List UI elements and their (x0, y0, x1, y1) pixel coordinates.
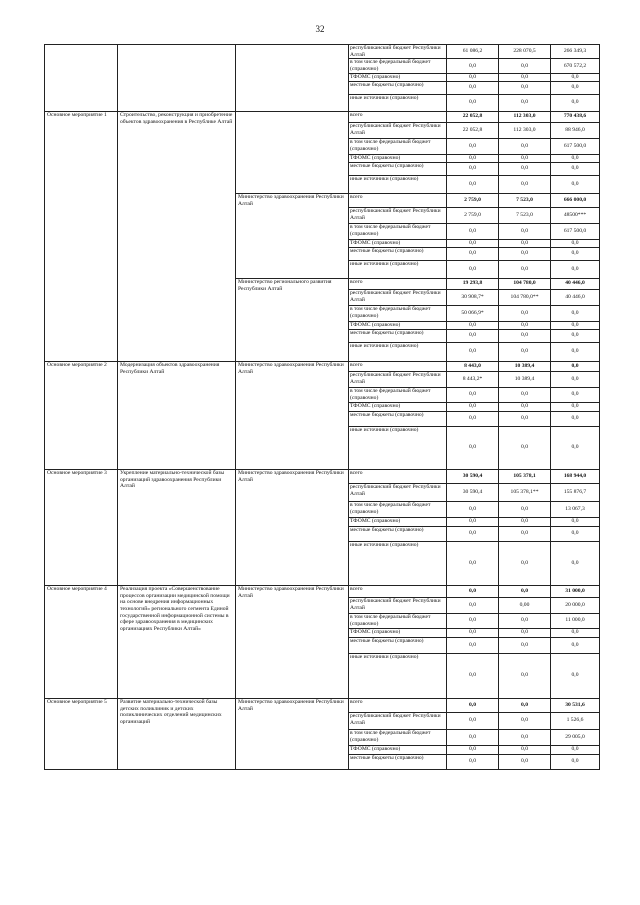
value-cell-2: 112 303,0 (499, 111, 551, 122)
value-cell-3: 0,0 (551, 342, 600, 361)
event-title-cell (118, 45, 236, 112)
value-cell-3: 266 349,3 (551, 45, 600, 59)
value-cell-2: 0,0 (499, 59, 551, 73)
event-title-cell: Укрепление материально-технической базы организаций здравоохранения Республики Алтай (118, 469, 236, 585)
funding-source-cell: республиканский бюджет Республики Алтай (349, 45, 447, 59)
value-cell-1: 8 443,2* (447, 371, 499, 387)
value-cell-1: 0,0 (447, 138, 499, 154)
value-cell-1: 2 759,0 (447, 193, 499, 207)
funding-source-cell: республиканский бюджет Республики Алтай (349, 712, 447, 729)
funding-source-cell: в том числе федеральный бюджет (справочно) (349, 138, 447, 154)
value-cell-2: 0,0 (499, 526, 551, 541)
table-row (45, 469, 600, 483)
value-cell-2: 0,0 (499, 175, 551, 193)
funding-source-cell: всего (349, 361, 447, 371)
funding-source-cell: всего (349, 469, 447, 483)
value-cell-3: 88 946,0 (551, 122, 600, 138)
value-cell-3: 0,0 (551, 745, 600, 754)
funding-source-cell: всего (349, 278, 447, 289)
value-cell-2: 228 070,5 (499, 45, 551, 59)
table-row (45, 585, 600, 597)
funding-source-cell: ТФОМС (справочно) (349, 321, 447, 329)
value-cell-3: 168 944,0 (551, 469, 600, 483)
value-cell-1: 0,0 (447, 329, 499, 342)
value-cell-1: 50 066,9* (447, 305, 499, 321)
funding-source-cell: в том числе федеральный бюджет (справочно) (349, 59, 447, 73)
table-row (45, 698, 600, 712)
value-cell-2: 0,0 (499, 247, 551, 260)
value-cell-3: 40 446,0 (551, 289, 600, 305)
event-title-cell: Развитие материально-технической базы детских поликлиник и детских поликлинических отделений медицинских организаций (118, 698, 236, 769)
value-cell-2: 0,0 (499, 260, 551, 278)
value-cell-3: 20 000,0 (551, 597, 600, 613)
budget-table (44, 44, 600, 770)
event-name-cell: Основное мероприятие 2 (45, 361, 118, 469)
value-cell-2: 105 378,1** (499, 483, 551, 501)
value-cell-2: 0,0 (499, 712, 551, 729)
value-cell-3: 0,0 (551, 637, 600, 653)
value-cell-3: 0,0 (551, 526, 600, 541)
value-cell-1: 0,0 (447, 223, 499, 239)
value-cell-3: 0,0 (551, 329, 600, 342)
value-cell-2: 105 378,1 (499, 469, 551, 483)
value-cell-3: 0,0 (551, 162, 600, 175)
value-cell-1: 2 759,0 (447, 207, 499, 223)
funding-source-cell: республиканский бюджет Республики Алтай (349, 597, 447, 613)
value-cell-1: 19 293,8 (447, 278, 499, 289)
value-cell-1: 0,0 (447, 247, 499, 260)
value-cell-2: 0,00 (499, 597, 551, 613)
value-cell-3: 617 500,0 (551, 138, 600, 154)
value-cell-2: 104 780,0 (499, 278, 551, 289)
value-cell-3: 0,0 (551, 154, 600, 162)
value-cell-2: 0,0 (499, 613, 551, 628)
funding-source-cell: местные бюджеты (справочно) (349, 526, 447, 541)
value-cell-1: 0,0 (447, 426, 499, 469)
funding-source-cell: республиканский бюджет Республики Алтай (349, 483, 447, 501)
value-cell-1: 22 052,8 (447, 111, 499, 122)
funding-source-cell: местные бюджеты (справочно) (349, 411, 447, 426)
value-cell-2: 10 389,4 (499, 371, 551, 387)
value-cell-2: 104 780,0** (499, 289, 551, 305)
value-cell-2: 0,0 (499, 637, 551, 653)
value-cell-1: 0,0 (447, 387, 499, 402)
event-title-cell: Модернизация объектов здравоохранения Республики Алтай (118, 361, 236, 469)
value-cell-1: 8 443,0 (447, 361, 499, 371)
value-cell-1: 0,0 (447, 745, 499, 754)
value-cell-3: 0,0 (551, 517, 600, 526)
funding-source-cell: в том числе федеральный бюджет (справочно) (349, 305, 447, 321)
value-cell-2: 0,0 (499, 154, 551, 162)
value-cell-3: 0,0 (551, 371, 600, 387)
value-cell-3: 0,0 (551, 541, 600, 585)
value-cell-3: 31 000,0 (551, 585, 600, 597)
value-cell-1: 0,0 (447, 628, 499, 637)
value-cell-1: 0,0 (447, 411, 499, 426)
value-cell-3: 0,0 (551, 402, 600, 411)
value-cell-1: 22 052,8 (447, 122, 499, 138)
table-row (45, 361, 600, 371)
funding-source-cell: республиканский бюджет Республики Алтай (349, 122, 447, 138)
funding-source-cell: в том числе федеральный бюджет (справочно) (349, 501, 447, 517)
page-number: 32 (315, 24, 325, 34)
funding-source-cell: республиканский бюджет Республики Алтай (349, 289, 447, 305)
event-name-cell: Основное мероприятие 5 (45, 698, 118, 769)
value-cell-2: 0,0 (499, 387, 551, 402)
value-cell-1: 0,0 (447, 712, 499, 729)
executor-cell (236, 45, 349, 112)
value-cell-1: 0,0 (447, 59, 499, 73)
value-cell-2: 7 523,0 (499, 193, 551, 207)
value-cell-3: 0,0 (551, 247, 600, 260)
funding-source-cell: местные бюджеты (справочно) (349, 162, 447, 175)
value-cell-2: 0,0 (499, 628, 551, 637)
value-cell-2: 0,0 (499, 342, 551, 361)
funding-source-cell: иные источники (справочно) (349, 175, 447, 193)
funding-source-cell: всего (349, 111, 447, 122)
value-cell-2: 0,0 (499, 138, 551, 154)
funding-source-cell: ТФОМС (справочно) (349, 402, 447, 411)
value-cell-3: 48500*** (551, 207, 600, 223)
funding-source-cell: местные бюджеты (справочно) (349, 247, 447, 260)
value-cell-3: 0,0 (551, 239, 600, 247)
value-cell-2: 0,0 (499, 73, 551, 81)
value-cell-1: 0,0 (447, 585, 499, 597)
executor-cell: Министерство регионального развития Республики Алтай (236, 278, 349, 361)
value-cell-1: 0,0 (447, 239, 499, 247)
value-cell-2: 0,0 (499, 223, 551, 239)
value-cell-3: 0,0 (551, 754, 600, 769)
value-cell-2: 0,0 (499, 94, 551, 111)
value-cell-2: 0,0 (499, 698, 551, 712)
event-name-cell (45, 45, 118, 112)
executor-cell: Министерство здравоохранения Республики Алтай (236, 585, 349, 698)
funding-source-cell: ТФОМС (справочно) (349, 628, 447, 637)
value-cell-3: 617 500,0 (551, 223, 600, 239)
value-cell-2: 0,0 (499, 426, 551, 469)
funding-source-cell: ТФОМС (справочно) (349, 517, 447, 526)
value-cell-1: 0,0 (447, 517, 499, 526)
table-row (45, 111, 600, 122)
funding-source-cell: ТФОМС (справочно) (349, 73, 447, 81)
value-cell-1: 0,0 (447, 754, 499, 769)
value-cell-1: 0,0 (447, 541, 499, 585)
value-cell-1: 0,0 (447, 729, 499, 745)
funding-source-cell: ТФОМС (справочно) (349, 745, 447, 754)
value-cell-1: 0,0 (447, 526, 499, 541)
value-cell-2: 0,0 (499, 754, 551, 769)
value-cell-2: 0,0 (499, 745, 551, 754)
value-cell-2: 112 303,0 (499, 122, 551, 138)
value-cell-2: 0,0 (499, 402, 551, 411)
value-cell-1: 0,0 (447, 613, 499, 628)
value-cell-1: 0,0 (447, 501, 499, 517)
executor-cell (236, 111, 349, 193)
value-cell-2: 0,0 (499, 162, 551, 175)
funding-source-cell: иные источники (справочно) (349, 260, 447, 278)
value-cell-1: 0,0 (447, 73, 499, 81)
event-title-cell: Строительство, реконструкция и приобретение объектов здравоохранения в Республике Алтай (118, 111, 236, 361)
value-cell-3: 0,0 (551, 305, 600, 321)
event-name-cell: Основное мероприятие 1 (45, 111, 118, 361)
funding-source-cell: всего (349, 698, 447, 712)
funding-source-cell: местные бюджеты (справочно) (349, 81, 447, 94)
value-cell-2: 7 523,0 (499, 207, 551, 223)
funding-source-cell: ТФОМС (справочно) (349, 154, 447, 162)
value-cell-2: 10 389,4 (499, 361, 551, 371)
value-cell-3: 40 446,0 (551, 278, 600, 289)
value-cell-2: 0,0 (499, 501, 551, 517)
value-cell-1: 0,0 (447, 94, 499, 111)
value-cell-1: 30 590,4 (447, 483, 499, 501)
value-cell-3: 29 005,0 (551, 729, 600, 745)
value-cell-2: 0,0 (499, 305, 551, 321)
value-cell-1: 0,0 (447, 402, 499, 411)
funding-source-cell: в том числе федеральный бюджет (справочно) (349, 729, 447, 745)
funding-source-cell: местные бюджеты (справочно) (349, 754, 447, 769)
value-cell-3: 0,0 (551, 361, 600, 371)
value-cell-3: 0,0 (551, 260, 600, 278)
funding-source-cell: иные источники (справочно) (349, 94, 447, 111)
funding-source-cell: всего (349, 585, 447, 597)
value-cell-3: 0,0 (551, 411, 600, 426)
value-cell-2: 0,0 (499, 321, 551, 329)
funding-source-cell: ТФОМС (справочно) (349, 239, 447, 247)
value-cell-3: 30 531,6 (551, 698, 600, 712)
value-cell-2: 0,0 (499, 329, 551, 342)
value-cell-1: 0,0 (447, 342, 499, 361)
value-cell-1: 0,0 (447, 154, 499, 162)
value-cell-2: 0,0 (499, 411, 551, 426)
funding-source-cell: всего (349, 193, 447, 207)
value-cell-3: 1 526,6 (551, 712, 600, 729)
value-cell-3: 770 438,6 (551, 111, 600, 122)
value-cell-1: 30 590,4 (447, 469, 499, 483)
value-cell-1: 0,0 (447, 260, 499, 278)
executor-cell: Министерство здравоохранения Республики Алтай (236, 361, 349, 469)
executor-cell: Министерство здравоохранения Республики Алтай (236, 698, 349, 769)
funding-source-cell: в том числе федеральный бюджет (справочно) (349, 223, 447, 239)
value-cell-1: 61 086,2 (447, 45, 499, 59)
executor-cell: Министерство здравоохранения Республики Алтай (236, 193, 349, 278)
value-cell-2: 0,0 (499, 517, 551, 526)
funding-source-cell: республиканский бюджет Республики Алтай (349, 371, 447, 387)
value-cell-1: 0,0 (447, 698, 499, 712)
funding-source-cell: иные источники (справочно) (349, 342, 447, 361)
value-cell-2: 0,0 (499, 729, 551, 745)
value-cell-3: 0,0 (551, 81, 600, 94)
event-title-cell: Реализация проекта «Совершенствование процессов организации медицинской помощи на основе внедрения информационных технологий» регионального сегмента Единой государственной информационной системы в сфере здравоохранения в медицинских организациях Республики Алтай» (118, 585, 236, 698)
value-cell-2: 0,0 (499, 541, 551, 585)
funding-source-cell: иные источники (справочно) (349, 541, 447, 585)
event-name-cell: Основное мероприятие 3 (45, 469, 118, 585)
funding-source-cell: местные бюджеты (справочно) (349, 637, 447, 653)
funding-source-cell: в том числе федеральный бюджет (справочно) (349, 613, 447, 628)
value-cell-3: 0,0 (551, 628, 600, 637)
value-cell-3: 666 000,0 (551, 193, 600, 207)
funding-source-cell: республиканский бюджет Республики Алтай (349, 207, 447, 223)
value-cell-2: 0,0 (499, 585, 551, 597)
value-cell-3: 0,0 (551, 426, 600, 469)
value-cell-3: 0,0 (551, 387, 600, 402)
value-cell-2: 0,0 (499, 653, 551, 698)
value-cell-3: 0,0 (551, 94, 600, 111)
value-cell-3: 0,0 (551, 321, 600, 329)
table-row (45, 45, 600, 59)
value-cell-3: 155 876,7 (551, 483, 600, 501)
value-cell-3: 11 000,0 (551, 613, 600, 628)
funding-source-cell: местные бюджеты (справочно) (349, 329, 447, 342)
value-cell-3: 670 572,2 (551, 59, 600, 73)
value-cell-3: 0,0 (551, 73, 600, 81)
value-cell-2: 0,0 (499, 239, 551, 247)
value-cell-3: 0,0 (551, 175, 600, 193)
value-cell-1: 0,0 (447, 162, 499, 175)
value-cell-1: 0,0 (447, 81, 499, 94)
funding-source-cell: в том числе федеральный бюджет (справочно) (349, 387, 447, 402)
value-cell-1: 30 908,7* (447, 289, 499, 305)
value-cell-1: 0,0 (447, 175, 499, 193)
executor-cell: Министерство здравоохранения Республики Алтай (236, 469, 349, 585)
value-cell-1: 0,0 (447, 637, 499, 653)
value-cell-3: 13 067,3 (551, 501, 600, 517)
event-name-cell: Основное мероприятие 4 (45, 585, 118, 698)
value-cell-1: 0,0 (447, 321, 499, 329)
funding-source-cell: иные источники (справочно) (349, 653, 447, 698)
value-cell-1: 0,0 (447, 653, 499, 698)
value-cell-3: 0,0 (551, 653, 600, 698)
value-cell-1: 0,0 (447, 597, 499, 613)
funding-source-cell: иные источники (справочно) (349, 426, 447, 469)
value-cell-2: 0,0 (499, 81, 551, 94)
